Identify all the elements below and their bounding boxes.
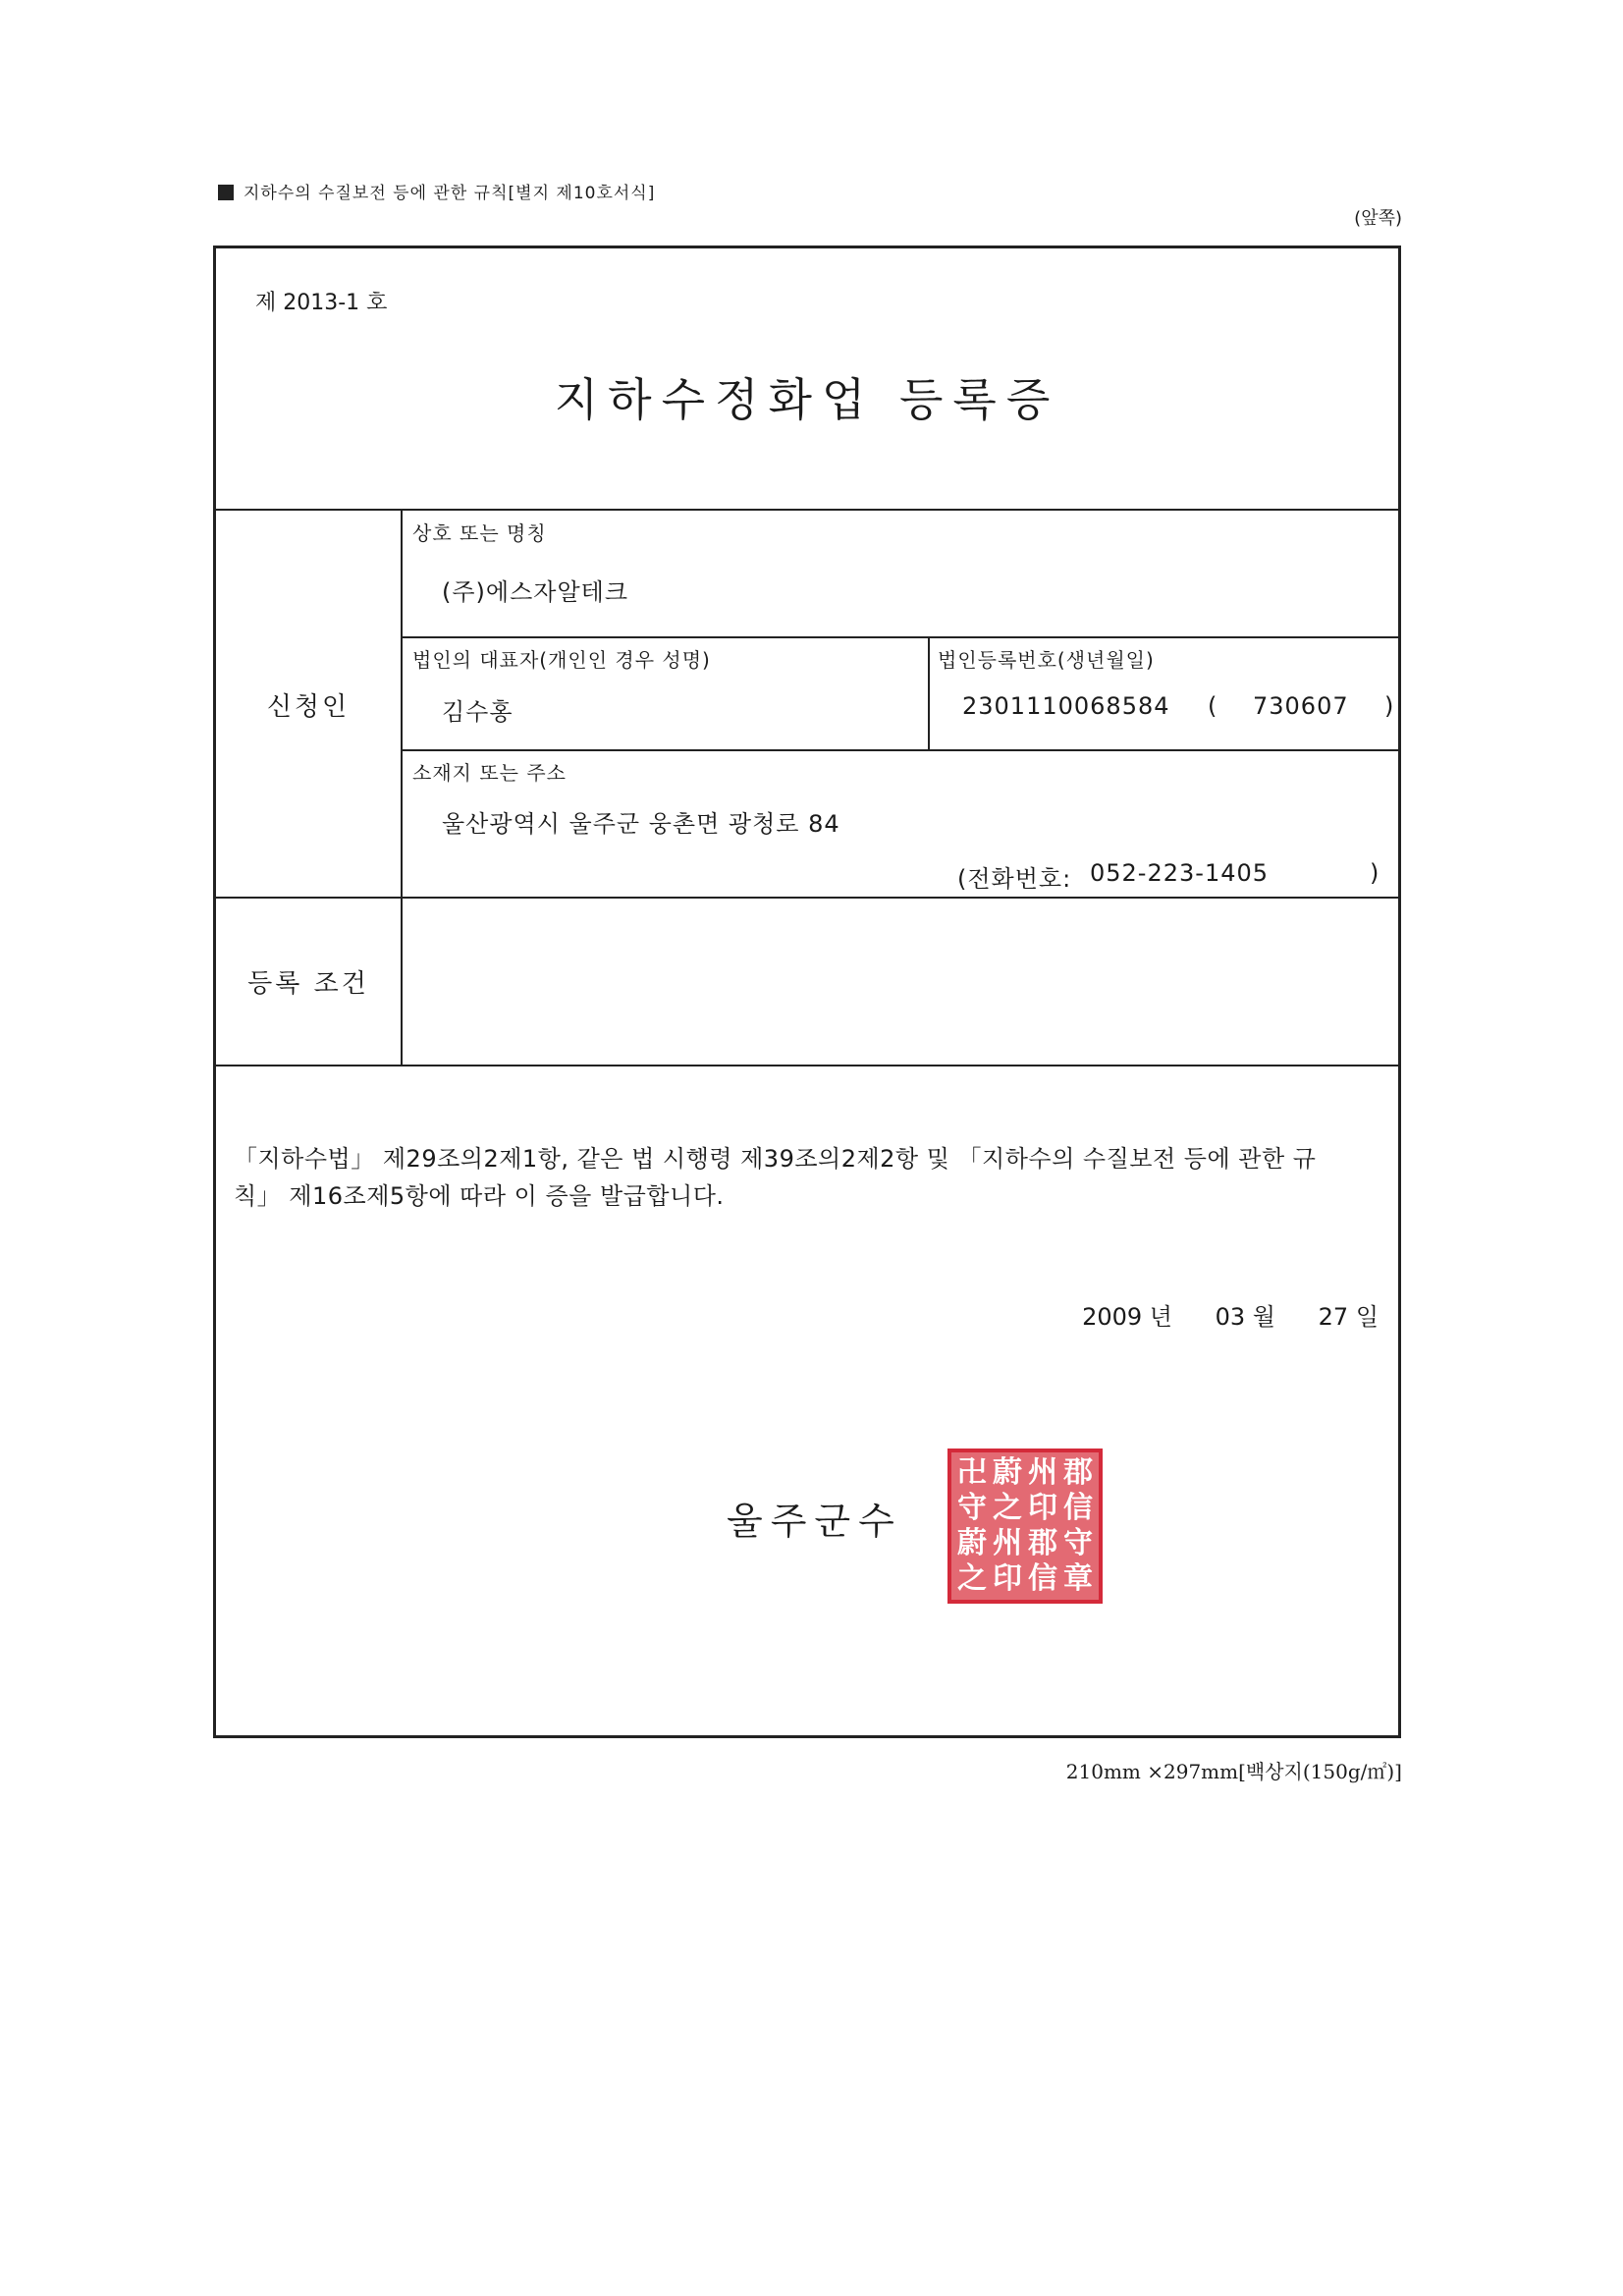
issuance-statement: 「지하수법」 제29조의2제1항, 같은 법 시행령 제39조의2제2항 및 「지하수의 수질보전 등에 관한 규칙」 제16조제5항에 따라 이 증을 발급합니다. xyxy=(234,1145,1317,1210)
divider xyxy=(401,509,403,1065)
registration-number: 제 2013-1 호 xyxy=(255,291,388,315)
birth-open-paren: ( xyxy=(1208,692,1218,720)
representative-label: 법인의 대표자(개인인 경우 성명) xyxy=(412,648,711,672)
certificate-title: 지하수정화업 등록증 xyxy=(554,373,1060,426)
address-value: 울산광역시 울주군 웅촌면 광청로 84 xyxy=(442,810,840,838)
divider xyxy=(216,897,1398,899)
company-name-label: 상호 또는 명칭 xyxy=(412,521,547,545)
phone-value: 052-223-1405 xyxy=(1090,859,1270,887)
form-reference-note xyxy=(218,179,655,203)
corporate-number-label: 법인등록번호(생년월일) xyxy=(938,648,1155,672)
issuer-name: 울주군수 xyxy=(727,1500,902,1543)
company-name-value: (주)에스자알테크 xyxy=(442,578,629,606)
address-label: 소재지 또는 주소 xyxy=(412,761,567,785)
certificate-form xyxy=(213,246,1401,1738)
birth-close-paren: ) xyxy=(1384,692,1395,720)
corporate-number-value: 2301110068584 xyxy=(962,692,1170,720)
square-bullet-icon xyxy=(218,185,234,200)
divider xyxy=(401,636,1398,638)
date-year: 2009 xyxy=(1082,1303,1143,1331)
applicant-label: 신청인 xyxy=(266,692,351,722)
representative-value: 김수홍 xyxy=(442,698,514,726)
divider xyxy=(401,749,1398,751)
paper-spec-note: 210mm ×297mm[백상지(150g/㎡)] xyxy=(1065,1760,1402,1783)
issue-date xyxy=(1082,1297,1379,1332)
phone-close-paren: ) xyxy=(1370,859,1380,887)
date-year-unit: 년 xyxy=(1149,1303,1172,1331)
date-month-unit: 월 xyxy=(1252,1303,1275,1331)
date-month: 03 xyxy=(1215,1303,1246,1331)
phone-prefix: (전화번호: xyxy=(957,865,1072,893)
divider xyxy=(216,509,1398,511)
divider xyxy=(928,636,930,749)
official-seal-stamp: 卍 蔚 州 郡 守 之 印 信 蔚 州 郡 守 之 印 信 章 xyxy=(947,1449,1103,1604)
form-reference-text: 지하수의 수질보전 등에 관한 규칙[별지 제10호서식] xyxy=(243,184,656,203)
page-side-note: (앞쪽) xyxy=(1354,208,1402,229)
date-day-unit: 일 xyxy=(1355,1303,1379,1331)
conditions-label: 등록 조건 xyxy=(247,969,369,999)
divider xyxy=(216,1065,1398,1066)
date-day: 27 xyxy=(1318,1303,1349,1331)
birth-date-value: 730607 xyxy=(1253,692,1349,720)
